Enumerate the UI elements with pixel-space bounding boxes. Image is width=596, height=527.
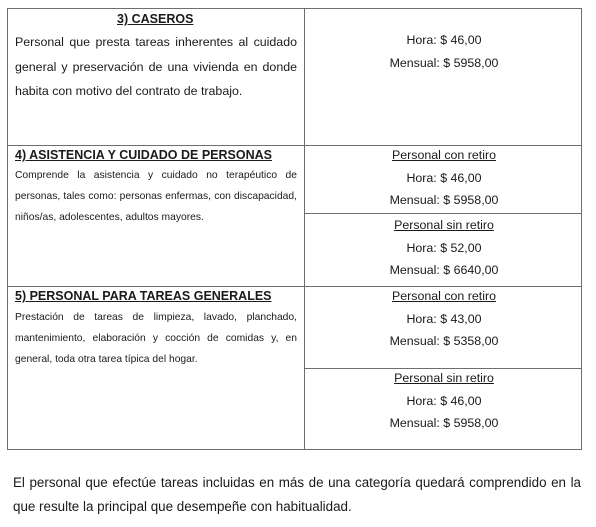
rate-block-generales-sin-retiro: [305, 367, 583, 435]
rate-hora: Hora: $ 46,00: [406, 170, 482, 185]
rate-hora: Hora: $ 52,00: [406, 240, 482, 255]
section-title-caseros: 3) CASEROS: [117, 12, 194, 26]
rate-mensual: Mensual: $ 5358,00: [389, 334, 499, 348]
rate-heading: Personal con retiro: [392, 289, 496, 303]
section-description-tareas-generales: Prestación de tareas de limpieza, lavado, planchado, mantenimiento, elaboración y cocción de comidas y, en general, toda otra tarea típica del hogar.: [15, 312, 297, 365]
rate-hora: Hora: $ 46,00: [406, 33, 482, 47]
rate-mensual: Mensual: $ 5958,00: [389, 193, 499, 207]
section-description-asistencia: Comprende la asistencia y cuidado no terapéutico de personas, tales como: personas enfermas, con discapacidad, niños/as, adolescentes, adultos mayores.: [15, 170, 297, 223]
rate-heading: Personal sin retiro: [394, 371, 494, 385]
rate-block-caseros: [305, 29, 583, 74]
section-title-asistencia: 4) ASISTENCIA Y CUIDADO DE PERSONAS: [15, 148, 272, 162]
rate-heading: Personal sin retiro: [394, 218, 494, 232]
rate-mensual: Mensual: $ 5958,00: [389, 416, 499, 430]
rate-hora: Hora: $ 43,00: [406, 311, 482, 326]
rate-block-generales-con-retiro: [305, 285, 583, 353]
section-description-caseros: Personal que presta tareas inherentes al cuidado general y preservación de una vivienda en donde habita con motivo del contrato de trabajo.: [15, 35, 297, 98]
rate-heading: Personal con retiro: [392, 148, 496, 162]
rate-block-asistencia-sin-retiro: [305, 214, 583, 282]
rate-hora: Hora: $ 46,00: [406, 393, 482, 408]
categories-table: [7, 8, 582, 450]
rate-mensual: Mensual: $ 5958,00: [389, 55, 499, 70]
footer-note: El personal que efectúe tareas incluidas en más de una categoría quedará comprendido en la que resulte la principal que desempeñe con habitualidad.: [13, 475, 581, 514]
rate-block-asistencia-con-retiro: [305, 144, 583, 212]
section-title-tareas-generales: 5) PERSONAL PARA TAREAS GENERALES: [15, 289, 272, 303]
rate-mensual: Mensual: $ 6640,00: [389, 263, 499, 277]
